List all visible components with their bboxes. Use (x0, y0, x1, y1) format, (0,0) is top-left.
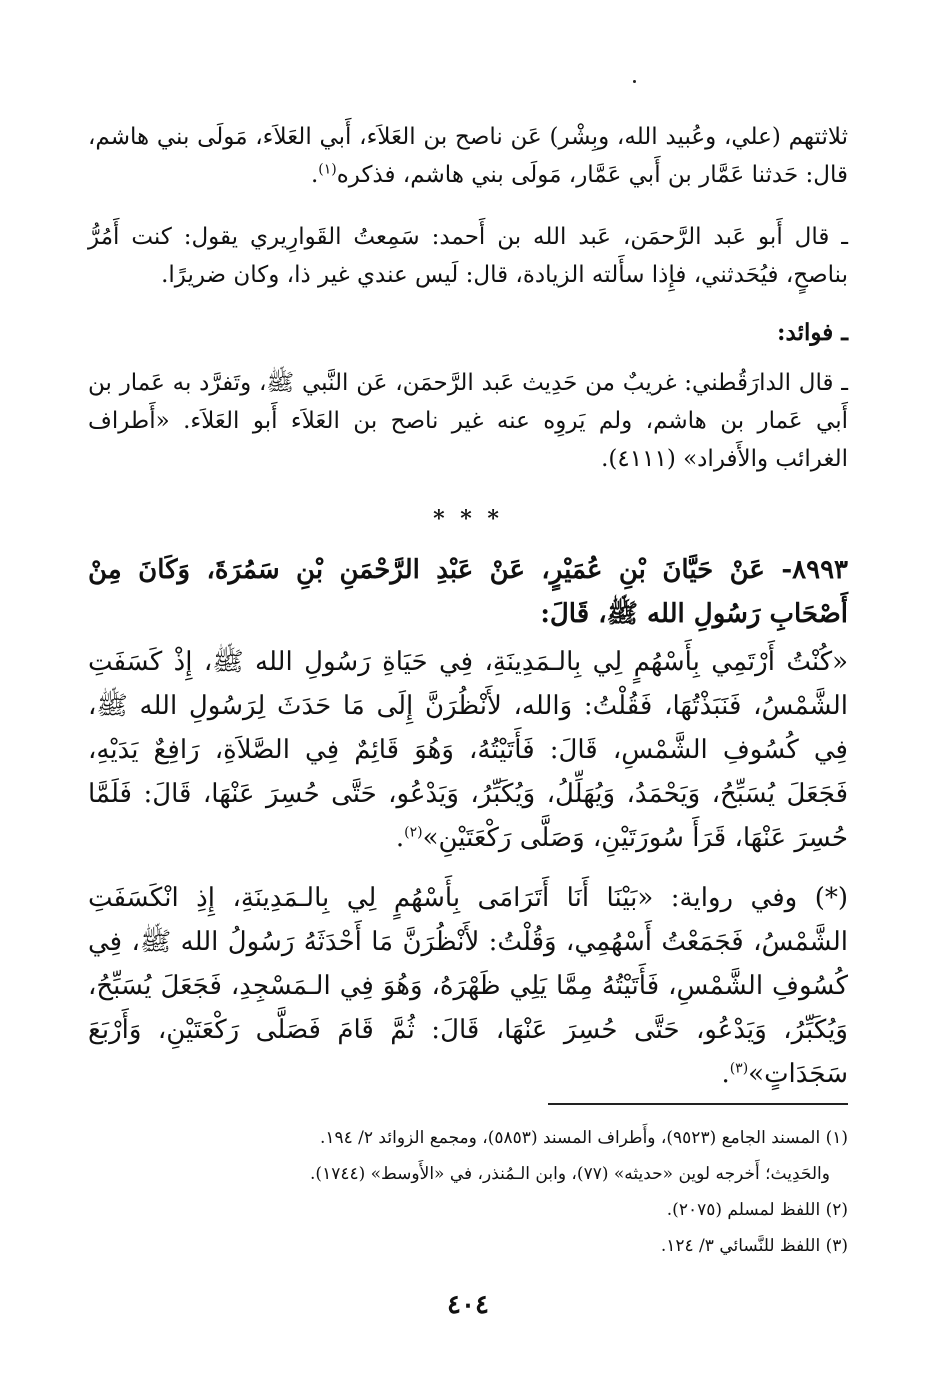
footnote-1: (١) المسند الجامع (٩٥٢٣)، وأَطراف المسند (٥٨٥٣)، ومجمع الزوائد ٢/ ١٩٤. (319, 1128, 848, 1148)
section-separator: * * * (433, 506, 503, 532)
footnote-ref-2: (٢) (404, 824, 423, 841)
footnote-1-continued: والحَدِيث؛ أَخرجه لوين «حديثه» (٧٧)، وابن الـمُنذر، في «الأَوسط» (١٧٤٤). (310, 1164, 830, 1184)
intro-paragraph-1 (88, 118, 848, 194)
benefits-heading: ـ فوائد: (777, 319, 848, 346)
intro-paragraph-1-end: . (310, 162, 319, 188)
footnote-3: (٣) اللفظ للنَّسائي ٣/ ١٢٤. (660, 1236, 848, 1256)
hadith-text (88, 640, 848, 860)
hadith-text-end: . (395, 823, 405, 853)
book-page (88, 0, 848, 1382)
hadith-variant-body: (*) وفي رواية: «بَيْنَا أَنَا أَتَرَامَى بِأَسْهُمٍ لِي بِالـمَدِينَةِ، إِذِ انْكَسَفَتِ الشَّمْسُ، فَجَمَعْتُ أَسْهُمِي، وَقُلْتُ: لأَنْظُرَنَّ مَا أَحْدَثَهُ رَسُولُ الله ﷺ، فِي كُسُوفِ الشَّمْسِ، فَأَتَيْتُهُ مِمَّا يَلِي ظَهْرَهُ، وَهُوَ فِي الـمَسْجِدِ، فَجَعَلَ يُسَبِّحُ، وَيُكَبِّرُ، وَيَدْعُو، حَتَّى حُسِرَ عَنْهَا، قَالَ: ثُمَّ قَامَ فَصَلَّى رَكْعَتَيْنِ، وَأَرْبَعَ سَجَدَاتٍ» (88, 883, 848, 1089)
hadith-variant-end: . (721, 1059, 730, 1089)
page-number: ٤٠٤ (447, 1290, 489, 1320)
intro-paragraph-3: ـ قال الدارَقُطني: غريبٌ من حَدِيث عَبد الرَّحمَن، عَن النَّبي ﷺ، وتَفرَّد به عَمار بن أَبي عَمار بن هاشم، ولم يَروِه عنه غير ناصح بن العَلاَء أَبو العَلاَء. «أَطراف الغرائب والأَفراد» (٤١١١). (88, 370, 848, 472)
footnote-2: (٢) اللفظ لمسلم (٢٠٧٥). (666, 1200, 848, 1220)
hadith-variant (88, 876, 848, 1096)
intro-paragraph-1-text: ثلاثتهم (علي، وعُبيد الله، وبِشْر) عَن ناصح بن العَلاَء، أَبي العَلاَء، مَولَى بني هاشم، قال: حَدثنا عَمَّار بن أَبي عَمَّار، مَولَى بني هاشم، فذكره (88, 124, 848, 188)
intro-paragraph-2: ـ قال أَبو عَبد الرَّحمَن، عَبد الله بن أَحمد: سَمِعتُ القَوارِيري يقول: كنت أَمُرُّ بناصحٍ، فيُحَدثني، فإِذا سأَلته الزيادة، قال: لَيس عندي غير ذا، وكان ضريرًا. (88, 224, 848, 288)
hadith-text-body: «كُنْتُ أَرْتَمِي بِأَسْهُمٍ لِي بِالـمَدِينَةِ، فِي حَيَاةِ رَسُولِ الله ﷺ، إِذْ كَسَفَتِ الشَّمْسُ، فَنَبَذْتُهَا، فَقُلْتُ: وَالله، لأَنْظُرَنَّ إِلَى مَا حَدَثَ لِرَسُولِ الله ﷺ، فِي كُسُوفِ الشَّمْسِ، قَالَ: فَأَتَيْتُهُ، وَهُوَ قَائِمٌ فِي الصَّلاَةِ، رَافِعٌ يَدَيْهِ، فَجَعَلَ يُسَبِّحُ، وَيَحْمَدُ، وَيُهَلِّلُ، وَيُكَبِّرُ، وَيَدْعُو، حَتَّى حُسِرَ عَنْهَا، قَالَ: فَلَمَّا حُسِرَ عَنْهَا، قَرَأَ سُورَتَيْنِ، وَصَلَّى رَكْعَتَيْنِ» (88, 647, 848, 853)
footnote-divider (548, 1103, 848, 1105)
page-dot-mark (633, 80, 636, 83)
footnote-ref-1: (١) (318, 161, 337, 178)
hadith-heading: ٨٩٩٣- عَنْ حَيَّانَ بْنِ عُمَيْرٍ، عَنْ عَبْدِ الرَّحْمَنِ بْنِ سَمُرَةَ، وَكَانَ مِنْ أَصْحَابِ رَسُولِ الله ﷺ، قَالَ: (88, 555, 848, 629)
footnote-ref-3: (٣) (729, 1060, 749, 1077)
